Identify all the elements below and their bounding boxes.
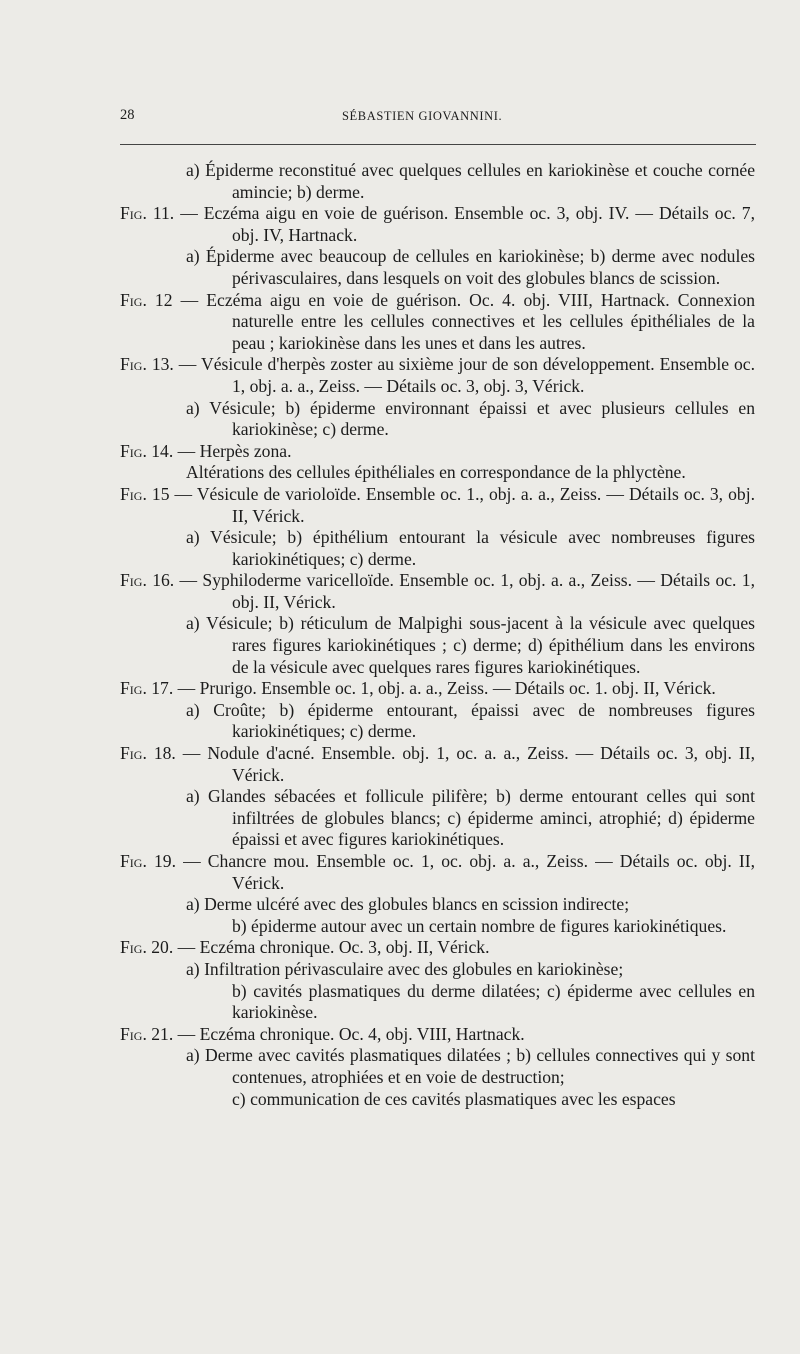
figure-label: Fig.: [120, 570, 147, 591]
figure-caption-text: 15 — Vésicule de varioloïde. Ensemble oc. 1., obj. a. a., Zeiss. — Détails oc. 3, obj. II, Vérick.: [146, 483, 755, 526]
legend-item: a) Derme avec cavités plasmatiques dilatées ; b) cellules connectives qui y sont contenues, atrophiées et en voie de destruction;: [186, 1045, 755, 1087]
legend-item: a) Infiltration périvasculaire avec des globules en kariokinèse;: [186, 958, 624, 979]
figure-label: Fig.: [120, 937, 147, 958]
figure-label: Fig.: [120, 483, 147, 504]
figure-caption-text: 16. — Syphiloderme varicelloïde. Ensemble oc. 1, obj. a. a., Zeiss. — Détails oc. 1, obj. II, Vérick.: [146, 570, 755, 612]
figure-caption-text: 18. — Nodule d'acné. Ensemble. obj. 1, oc. a. a., Zeiss. — Détails oc. 3, obj. II, Vérick.: [146, 743, 755, 785]
figure-caption: [120, 354, 755, 397]
legend-item: a) Vésicule; b) réticulum de Malpighi sous-jacent à la vésicule avec quelques rares figures kariokinétiques ; c) derme; d) épithélium dans les environs de la vésicule avec quelques rares figures kariokinétiques.: [186, 613, 755, 677]
legend-item: a) Épiderme avec beaucoup de cellules en kariokinèse; b) derme avec nodules périvasculaires, dans lesquels on voit des globules blancs de scission.: [186, 246, 755, 288]
figure-caption: [120, 851, 755, 894]
legend-item: Altérations des cellules épithéliales en correspondance de la phlyctène.: [186, 462, 686, 483]
figure-caption: [120, 678, 755, 700]
figure-caption-text: 12 — Eczéma aigu en voie de guérison. Oc. 4. obj. VIII, Hartnack. Connexion naturelle entre les cellules connectives et les cellules épithéliales de la peau ; kariokinèse dans les unes et dans les autres.: [146, 289, 755, 353]
figure-caption: [120, 743, 755, 786]
figure-caption-text: 19. — Chancre mou. Ensemble oc. 1, oc. obj. a. a., Zeiss. — Détails oc. obj. II, Vérick.: [146, 851, 755, 893]
figure-label: Fig.: [120, 1023, 147, 1044]
figure-label: Fig.: [120, 354, 147, 375]
figure-caption-text: 20. — Eczéma chronique. Oc. 3, obj. II, Vérick.: [146, 937, 490, 958]
legend-item: a) Glandes sébacées et follicule pilifère; b) derme entourant celles qui sont infiltrées de globules blancs; c) épiderme aminci, atrophié; d) épiderme épaissi et avec figures kariokinétiques.: [186, 786, 755, 850]
header-rule: [120, 144, 756, 145]
figure-caption: [120, 484, 755, 527]
figure-caption-text: 11. — Eczéma aigu en voie de guérison. Ensemble oc. 3, obj. IV. — Détails oc. 7, obj. IV, Hartnack.: [146, 203, 755, 245]
figure-caption-text: 14. — Herpès zona.: [146, 440, 292, 461]
figure-label: Fig.: [120, 678, 147, 699]
figure-caption: [120, 1024, 755, 1046]
figure-caption-text: 17. — Prurigo. Ensemble oc. 1, obj. a. a., Zeiss. — Détails oc. 1. obj. II, Vérick.: [146, 678, 716, 699]
legend-continuation: c) communication de ces cavités plasmatiques avec les espaces: [232, 1088, 676, 1109]
figure-caption: [120, 441, 755, 463]
figure-label: Fig.: [120, 440, 147, 461]
legend-item: a) Épiderme reconstitué avec quelques cellules en kariokinèse et couche cornée amincie; b) derme.: [186, 160, 755, 202]
figure-caption: [120, 937, 755, 959]
body-text: [120, 160, 755, 1110]
legend-continuation: b) cavités plasmatiques du derme dilatées; c) épiderme avec cellules en kariokinèse.: [232, 980, 755, 1023]
figure-label: Fig.: [120, 203, 147, 224]
figure-caption-text: 13. — Vésicule d'herpès zoster au sixième jour de son développement. Ensemble oc. 1, obj. a. a., Zeiss. — Détails oc. 3, obj. 3, Vérick.: [146, 354, 755, 396]
legend-continuation: b) épiderme autour avec un certain nombre de figures kariokinétiques.: [232, 915, 727, 936]
legend-item: a) Vésicule; b) épithélium entourant la vésicule avec nombreuses figures kariokinétiques; c) derme.: [186, 527, 755, 569]
figure-caption: [120, 570, 755, 613]
page-number: 28: [120, 107, 135, 123]
figure-caption-text: 21. — Eczéma chronique. Oc. 4, obj. VIII, Hartnack.: [146, 1023, 525, 1044]
legend-item: a) Derme ulcéré avec des globules blancs en scission indirecte;: [186, 894, 630, 915]
figure-label: Fig.: [120, 289, 147, 310]
figure-label: Fig.: [120, 851, 147, 871]
figure-label: Fig.: [120, 743, 147, 764]
legend-item: a) Vésicule; b) épiderme environnant épaissi et avec plusieurs cellules en kariokinèse; c) derme.: [186, 397, 755, 440]
figure-caption: [120, 203, 755, 246]
legend-item: a) Croûte; b) épiderme entourant, épaissi avec de nombreuses figures kariokinétiques; c) derme.: [186, 699, 755, 742]
running-title: SÉBASTIEN GIOVANNINI.: [342, 109, 503, 123]
figure-caption: [120, 290, 755, 355]
page-header: [120, 107, 756, 131]
